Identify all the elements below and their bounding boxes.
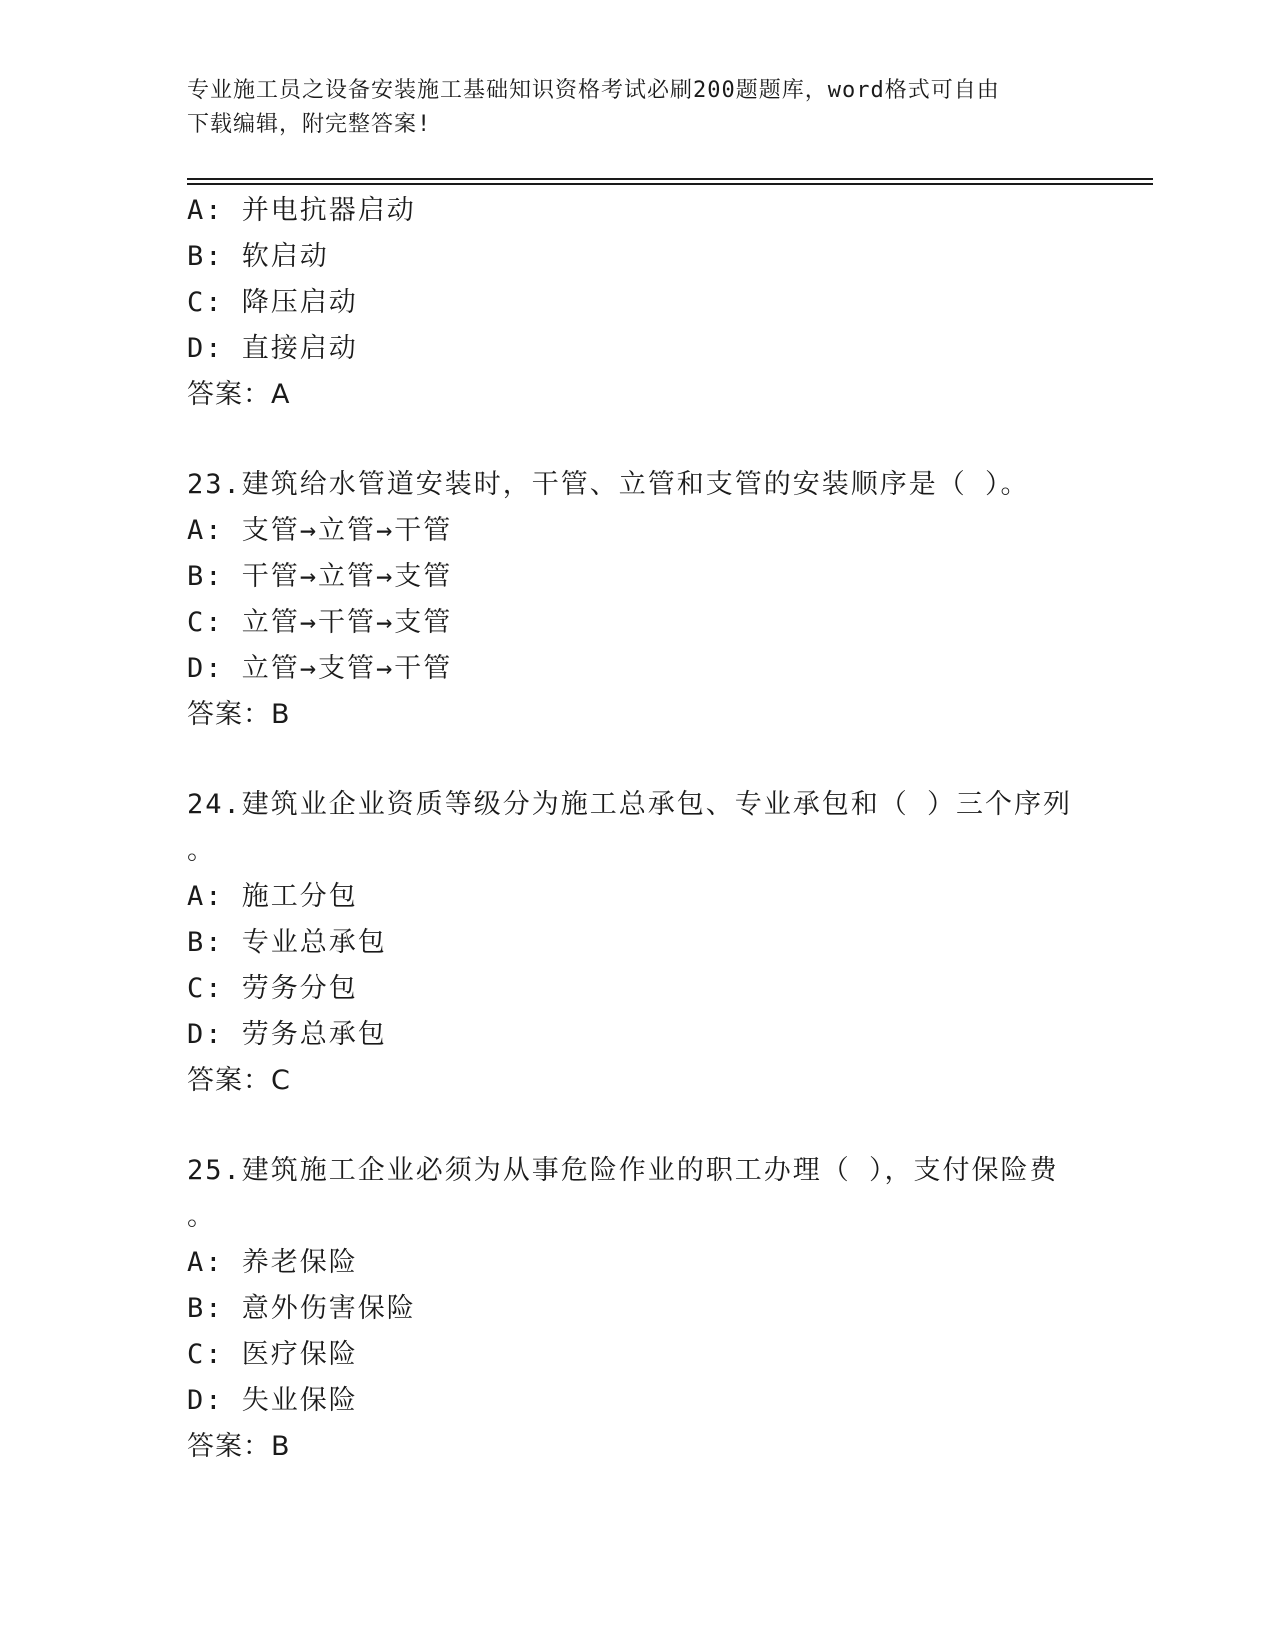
- option-b: B: 专业总承包: [187, 927, 387, 958]
- header-line-2: 下载编辑，附完整答案!: [187, 112, 432, 137]
- answer-line: 答案：A: [187, 379, 291, 410]
- question-block-22: [187, 188, 1067, 418]
- option-d: D: 失业保险: [187, 1385, 358, 1416]
- question-block-25: [187, 1148, 1067, 1470]
- header-rule-bottom: [187, 183, 1153, 185]
- option-a: A: 养老保险: [187, 1247, 358, 1278]
- question-text-tail: 。: [187, 1201, 216, 1232]
- answer-line: 答案：B: [187, 1431, 291, 1462]
- option-d: D: 直接启动: [187, 333, 358, 364]
- document-header: [187, 74, 1067, 142]
- option-b: B: 意外伤害保险: [187, 1293, 416, 1324]
- option-d: D: 劳务总承包: [187, 1019, 387, 1050]
- question-text-tail: 。: [187, 835, 216, 866]
- header-line-1: 专业施工员之设备安装施工基础知识资格考试必刷200题题库，word格式可自由: [187, 78, 1000, 103]
- question-text: 25.建筑施工企业必须为从事危险作业的职工办理（ ），支付保险费: [187, 1155, 1059, 1186]
- block-spacer: [187, 1104, 1067, 1148]
- option-c: C: 医疗保险: [187, 1339, 358, 1370]
- option-a: A: 支管→立管→干管: [187, 515, 453, 546]
- question-text: 23.建筑给水管道安装时，干管、立管和支管的安装顺序是（ ）。: [187, 469, 1030, 500]
- question-list: [187, 188, 1073, 1470]
- question-block-24: [187, 782, 1073, 1104]
- option-c: C: 劳务分包: [187, 973, 358, 1004]
- answer-line: 答案：C: [187, 1065, 291, 1096]
- option-b: B: 软启动: [187, 241, 329, 272]
- header-rule-top: [187, 178, 1153, 180]
- block-spacer: [187, 418, 1067, 462]
- question-text: 24.建筑业企业资质等级分为施工总承包、专业承包和（ ）三个序列: [187, 789, 1073, 820]
- answer-line: 答案：B: [187, 699, 291, 730]
- question-block-23: [187, 462, 1067, 738]
- option-c: C: 立管→干管→支管: [187, 607, 453, 638]
- option-a: A: 施工分包: [187, 881, 358, 912]
- option-a: A: 并电抗器启动: [187, 195, 416, 226]
- option-d: D: 立管→支管→干管: [187, 653, 453, 684]
- option-c: C: 降压启动: [187, 287, 358, 318]
- block-spacer: [187, 738, 1067, 782]
- option-b: B: 干管→立管→支管: [187, 561, 453, 592]
